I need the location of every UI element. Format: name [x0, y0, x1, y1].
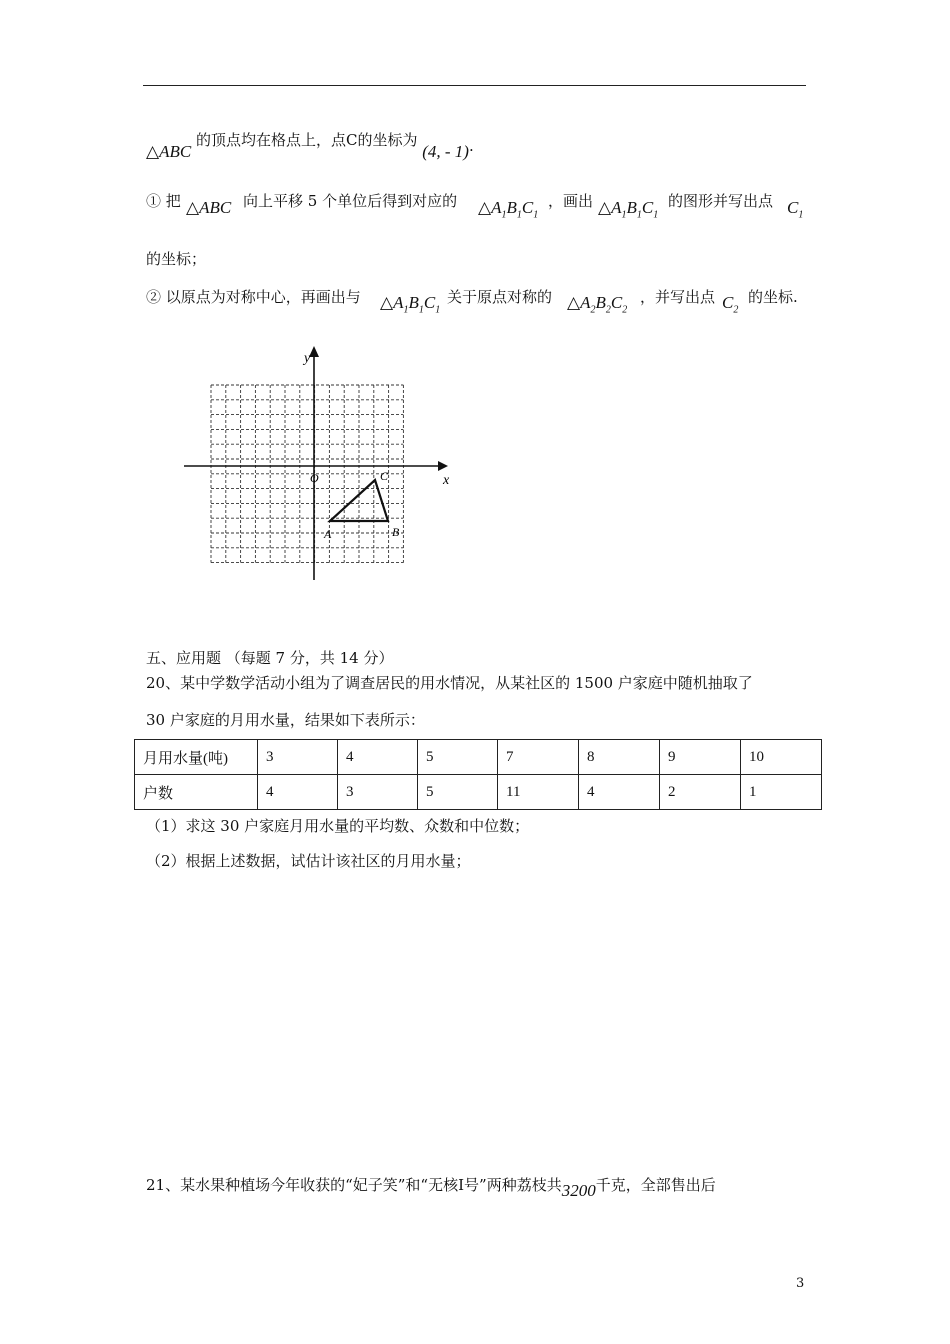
table-cell: 户数: [135, 775, 258, 810]
intro-text: 的顶点均在格点上，点C的坐标为: [195, 131, 418, 149]
table-cell: 月用水量(吨): [135, 740, 258, 775]
q21-text2: 千克，全部售出后: [595, 1176, 716, 1194]
table-row: [135, 740, 822, 775]
triangle-abc: △ABC: [146, 142, 192, 161]
step2-text1: ② 以原点为对称中心，再画出与: [146, 288, 361, 306]
section5-heading: 五、应用题 （每题 7 分，共 14 分）: [146, 649, 394, 667]
step1-text3: 的图形并写出点: [668, 192, 774, 210]
water-usage-table: [134, 739, 822, 810]
intro-line: [146, 131, 474, 161]
table-cell: 3: [338, 775, 418, 810]
coord-c: (4, - 1): [422, 142, 469, 161]
table-cell: 3: [258, 740, 338, 775]
header-rule: [143, 85, 806, 86]
table-cell: 5: [418, 775, 498, 810]
step2-tri1: $\triangle A_1B_1C_1$: [380, 293, 441, 316]
step2-tri2: $\triangle A_2B_2C_2$: [567, 293, 628, 316]
table-cell: 5: [418, 740, 498, 775]
table-cell: 2: [660, 775, 741, 810]
step1-marker: ① 把: [146, 192, 181, 210]
q20-line2: 30 户家庭的月用水量，结果如下表所示：: [146, 711, 425, 729]
table-cell: 4: [579, 775, 660, 810]
q20-line1: 20、某中学数学活动小组为了调查居民的用水情况，从某社区的 1500 户家庭中随机抽取了: [146, 674, 753, 692]
step1-line: [146, 190, 181, 211]
y-axis-label: y: [304, 351, 311, 366]
table-cell: 10: [741, 740, 822, 775]
table-row: [135, 775, 822, 810]
q21-text1: 21、某水果种植场今年收获的“妃子笑”和“无核Ⅰ号”两种荔枝共: [146, 1176, 562, 1194]
q21-amount: 3200: [561, 1181, 596, 1200]
table-cell: 4: [258, 775, 338, 810]
step2-text4: 的坐标.: [748, 288, 798, 306]
step1-point: $C_1$: [787, 198, 804, 221]
q21-line: [146, 1174, 716, 1200]
coordinate-grid-figure: [178, 340, 458, 590]
step2-text2: 关于原点对称的: [447, 288, 553, 306]
table-cell: 9: [660, 740, 741, 775]
step1-text4: 的坐标；: [146, 250, 207, 268]
step1-tri2: $\triangle A_1B_1C_1$: [478, 198, 539, 221]
q20-sub1: （1）求这 30 户家庭月用水量的平均数、众数和中位数；: [146, 817, 530, 835]
step2-text3: ，并写出点: [640, 288, 716, 306]
table-cell: 1: [741, 775, 822, 810]
point-c-label: C: [380, 469, 389, 483]
q20-sub2: （2）根据上述数据，试估计该社区的月用水量；: [146, 852, 471, 870]
y-axis-arrow: [309, 346, 319, 357]
point-a-label: A: [324, 527, 332, 541]
step1-tri3: $\triangle A_1B_1C_1$: [598, 198, 659, 221]
table-cell: 11: [498, 775, 579, 810]
intro-tail: .: [468, 137, 474, 155]
step1-tri1: △ABC: [186, 198, 232, 217]
step1-text1: 向上平移 5 个单位后得到对应的: [243, 192, 458, 210]
page-number: 3: [796, 1276, 805, 1291]
origin-label: O: [310, 471, 319, 485]
x-axis-arrow: [438, 461, 448, 471]
table-cell: 7: [498, 740, 579, 775]
table-cell: 4: [338, 740, 418, 775]
grid-lines: [211, 385, 403, 563]
x-axis-label: x: [443, 473, 450, 488]
step1-text2: ，画出: [548, 192, 594, 210]
step2-point: $C_2$: [722, 293, 739, 316]
point-b-label: B: [392, 525, 400, 539]
table-cell: 8: [579, 740, 660, 775]
